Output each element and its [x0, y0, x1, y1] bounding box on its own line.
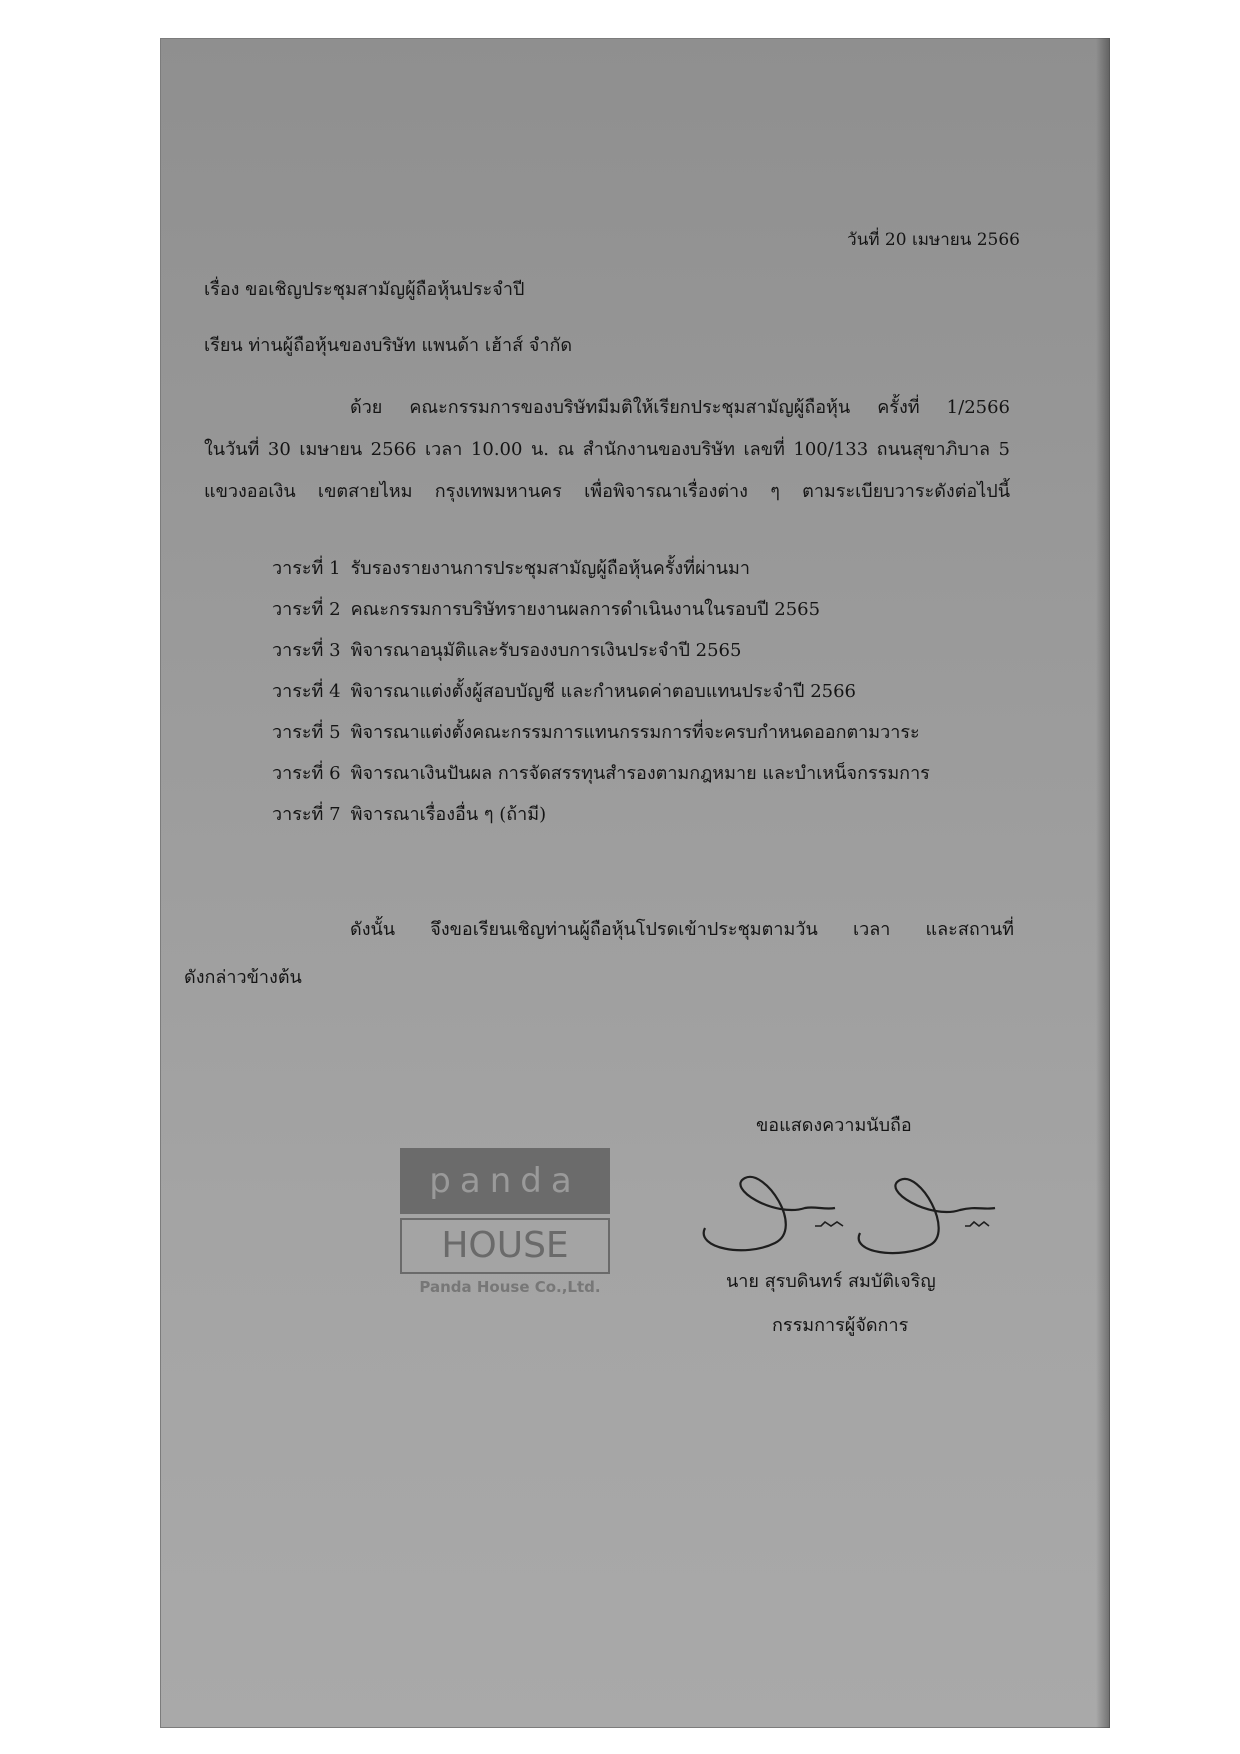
agenda-item	[272, 753, 930, 794]
stamp-company-name: Panda House Co.,Ltd.	[419, 1278, 601, 1296]
company-stamp	[390, 1148, 630, 1318]
agenda-text: พิจารณาเงินปันผล การจัดสรรทุนสำรองตามกฎหมาย และบำเหน็จกรรมการ	[350, 763, 930, 784]
body-line-1: ด้วย คณะกรรมการของบริษัทมีมติให้เรียกประชุมสามัญผู้ถือหุ้น ครั้งที่ 1/2566	[350, 397, 1010, 418]
agenda-text: พิจารณาอนุมัติและรับรองงบการเงินประจำปี 2565	[350, 640, 742, 661]
agenda-item	[272, 794, 930, 835]
agenda-text: รับรองรายงานการประชุมสามัญผู้ถือหุ้นครั้งที่ผ่านมา	[350, 558, 751, 579]
letter-recipient: เรียน ท่านผู้ถือหุ้นของบริษัท แพนด้า เฮ้าส์ จำกัด	[204, 335, 573, 356]
signer-name: นาย สุรบดินทร์ สมบัติเจริญ	[726, 1271, 936, 1292]
agenda-text: พิจารณาแต่งตั้งผู้สอบบัญชี และกำหนดค่าตอบแทนประจำปี 2566	[350, 681, 856, 702]
agenda-text: พิจารณาแต่งตั้งคณะกรรมการแทนกรรมการที่จะครบกำหนดออกตามวาระ	[350, 722, 920, 743]
closing-line-1: ดังนั้น จึงขอเรียนเชิญท่านผู้ถือหุ้นโปรดเข้าประชุมตามวัน เวลา และสถานที่	[350, 919, 1014, 940]
agenda-number: วาระที่ 2	[272, 599, 341, 620]
scanned-letter-page	[160, 38, 1110, 1728]
agenda-number: วาระที่ 4	[272, 681, 341, 702]
agenda-number: วาระที่ 3	[272, 640, 341, 661]
agenda-item	[272, 548, 930, 589]
regards-text: ขอแสดงความนับถือ	[756, 1115, 912, 1136]
agenda-text: คณะกรรมการบริษัทรายงานผลการดำเนินงานในรอบปี 2565	[350, 599, 821, 620]
agenda-item	[272, 630, 930, 671]
signer-title: กรรมการผู้จัดการ	[772, 1315, 909, 1336]
agenda-list	[272, 548, 930, 835]
agenda-number: วาระที่ 7	[272, 804, 341, 825]
stamp-line-house: HOUSE	[400, 1218, 610, 1274]
agenda-number: วาระที่ 5	[272, 722, 341, 743]
agenda-item	[272, 712, 930, 753]
agenda-number: วาระที่ 1	[272, 558, 341, 579]
agenda-item	[272, 589, 930, 630]
body-line-3: แขวงออเงิน เขตสายไหม กรุงเทพมหานคร เพื่อพิจารณาเรื่องต่าง ๆ ตามระเบียบวาระดังต่อไปนี้	[204, 481, 1010, 502]
agenda-text: พิจารณาเรื่องอื่น ๆ (ถ้ามี)	[350, 804, 547, 825]
closing-line-2: ดังกล่าวข้างต้น	[184, 967, 302, 988]
handwritten-signature	[685, 1148, 1015, 1268]
stamp-line-panda: panda	[400, 1148, 610, 1214]
body-line-2: ในวันที่ 30 เมษายน 2566 เวลา 10.00 น. ณ สำนักงานของบริษัท เลขที่ 100/133 ถนนสุขาภิบาล 5	[204, 439, 1010, 460]
page-shadow-edge	[1096, 38, 1110, 1728]
agenda-item	[272, 671, 930, 712]
letter-date: วันที่ 20 เมษายน 2566	[847, 230, 1020, 250]
agenda-number: วาระที่ 6	[272, 763, 341, 784]
letter-subject: เรื่อง ขอเชิญประชุมสามัญผู้ถือหุ้นประจำปี	[204, 279, 525, 300]
